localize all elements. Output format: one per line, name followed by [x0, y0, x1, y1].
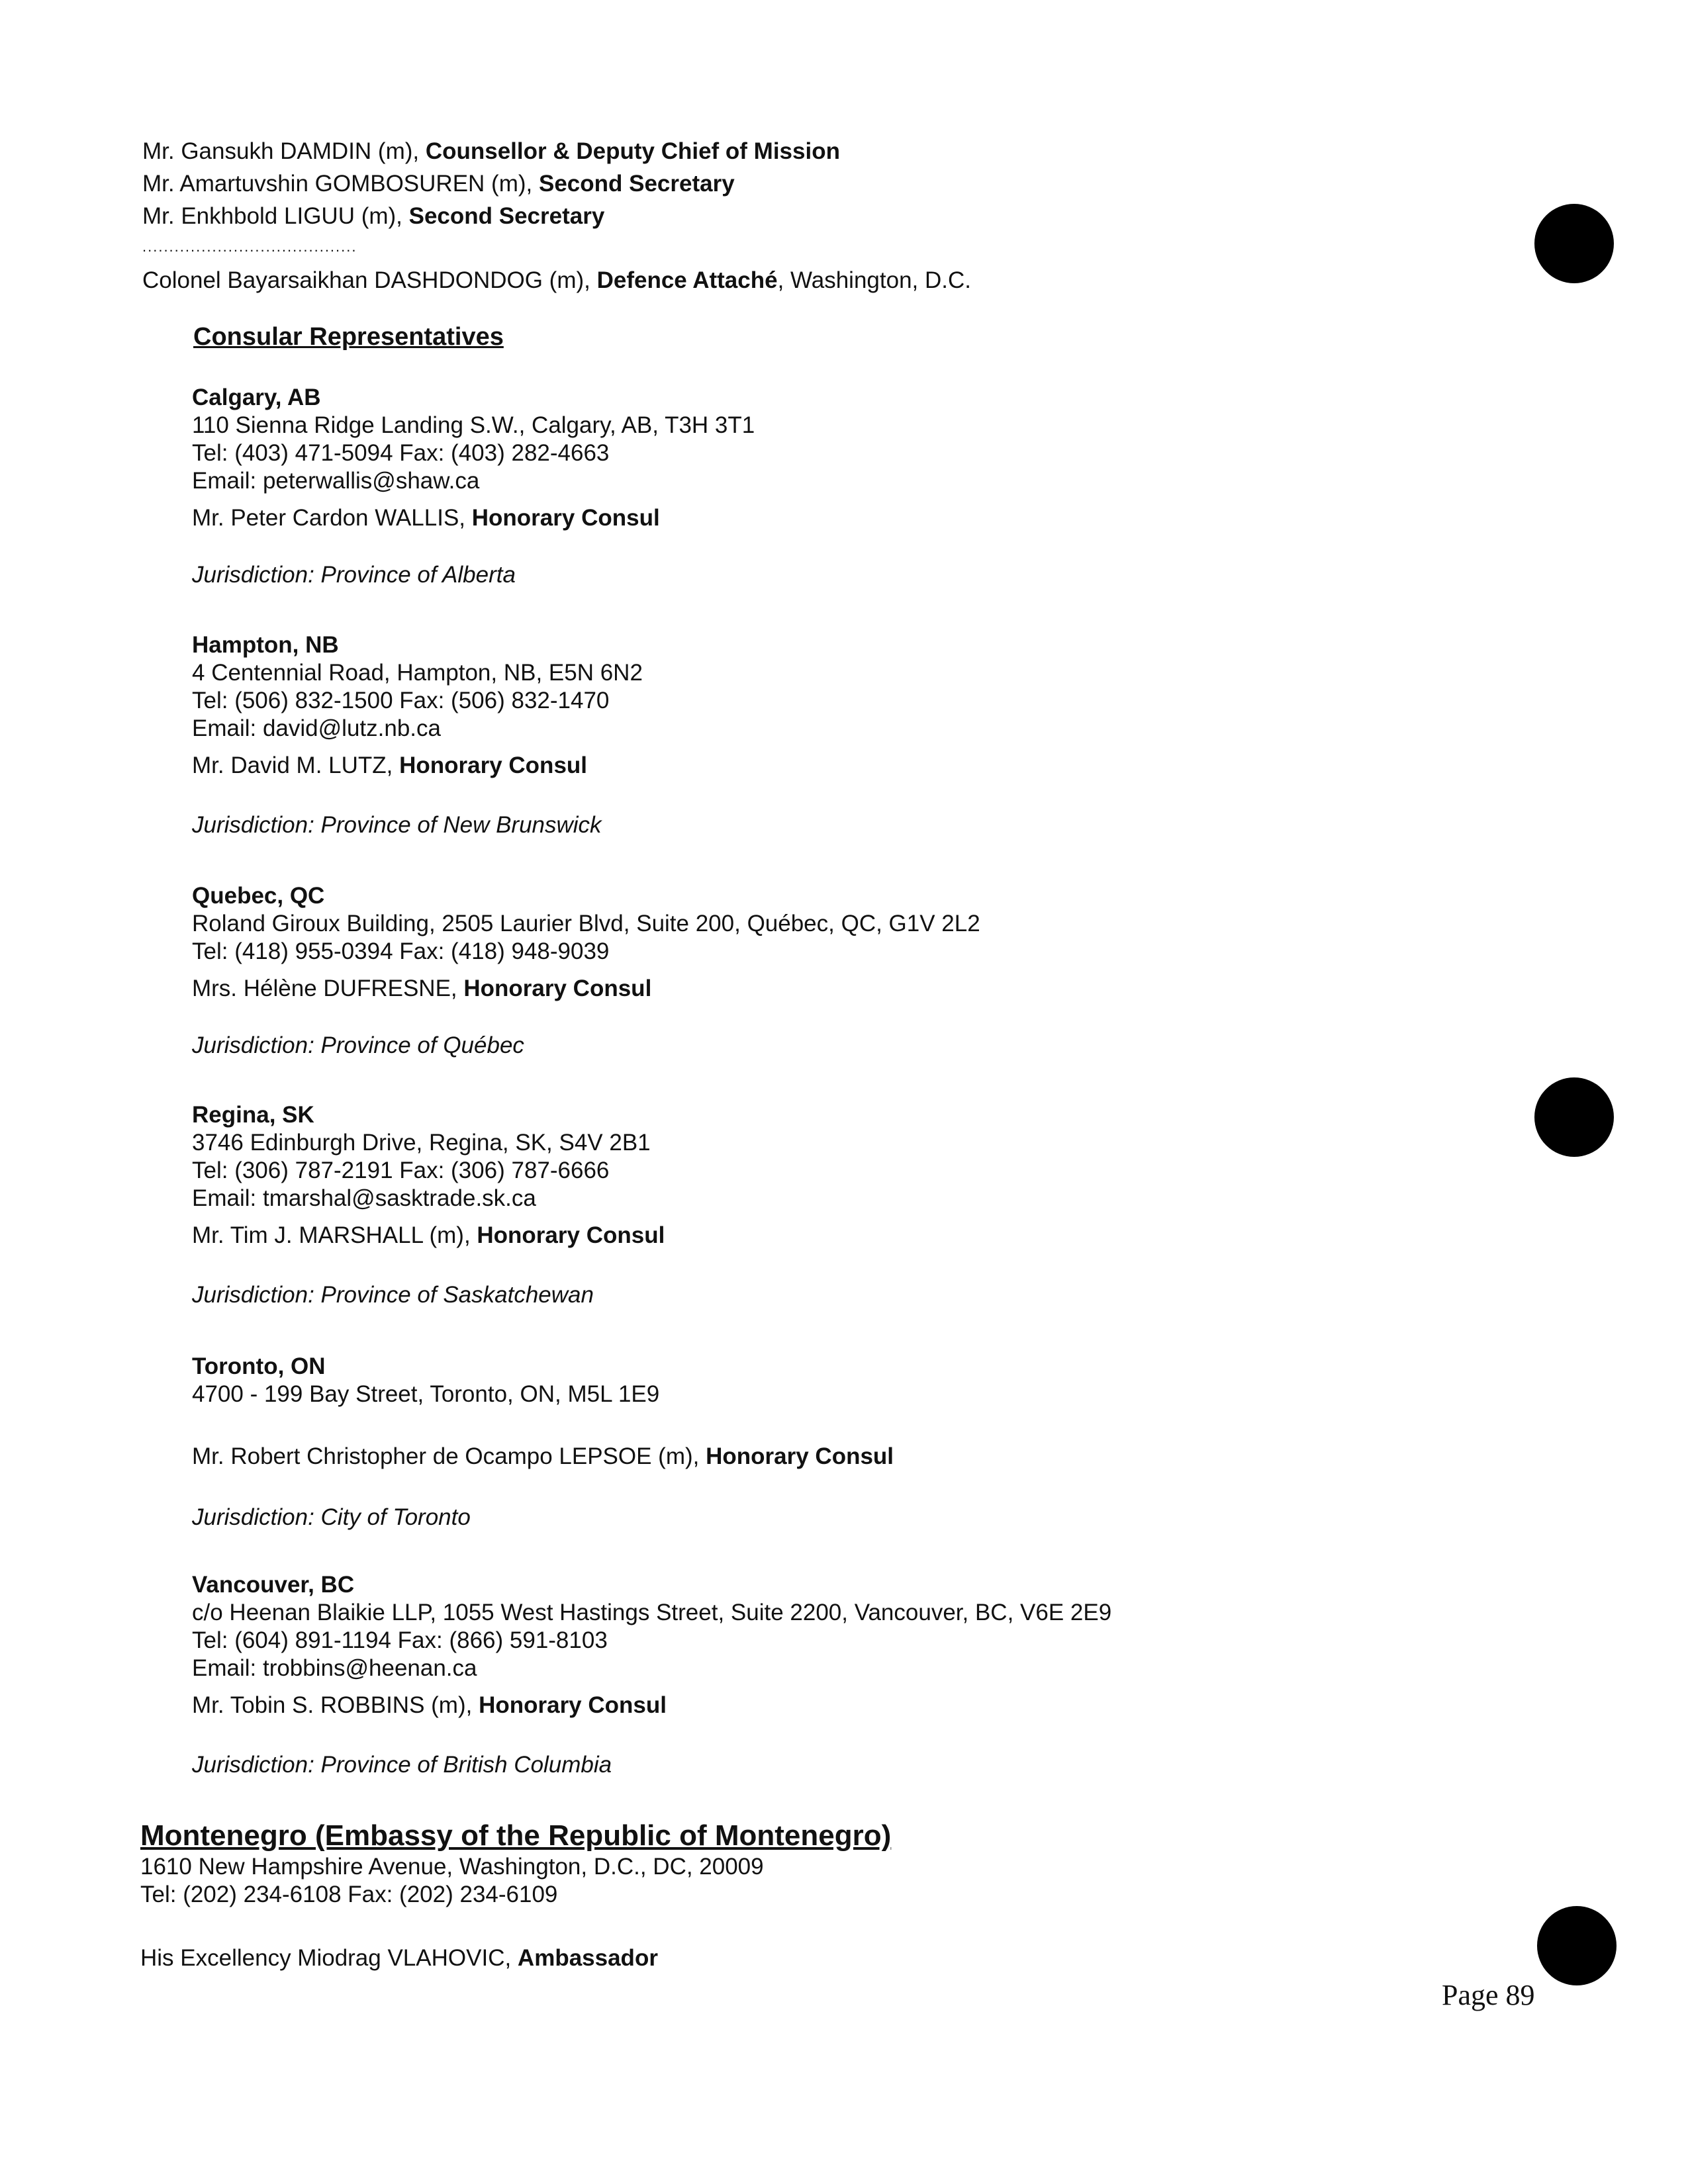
consul-line: [192, 504, 755, 532]
consulate-city: Quebec, QC: [192, 883, 325, 909]
staff-line-3: [142, 203, 604, 230]
consulate-hampton: [192, 631, 643, 839]
jurisdiction: Jurisdiction: Province of Québec: [192, 1032, 524, 1058]
consul-role: Honorary Consul: [479, 1692, 667, 1718]
consulate-city: Regina, SK: [192, 1102, 314, 1128]
staff-name: Mr. Amartuvshin GOMBOSUREN (m),: [142, 171, 539, 197]
email-line: Email: peterwallis@shaw.ca: [192, 468, 480, 494]
consul-role: Honorary Consul: [471, 505, 660, 531]
consul-name: Mr. Peter Cardon WALLIS,: [192, 505, 472, 531]
consul-name: Mrs. Hélène DUFRESNE,: [192, 976, 464, 1001]
address-line: c/o Heenan Blaikie LLP, 1055 West Hastings Street, Suite 2200, Vancouver, BC, V6E 2E9: [192, 1600, 1112, 1625]
staff-line-4: [142, 267, 971, 295]
consulate-city: Hampton, NB: [192, 632, 339, 658]
phone-line: Tel: (202) 234-6108 Fax: (202) 234-6109: [140, 1882, 558, 1907]
staff-title: Second Secretary: [538, 171, 735, 197]
staff-suffix: , Washington, D.C.: [777, 267, 971, 293]
phone-line: Tel: (604) 891-1194 Fax: (866) 591-8103: [192, 1627, 608, 1653]
consul-role: Honorary Consul: [463, 976, 652, 1001]
email-line: Email: david@lutz.nb.ca: [192, 715, 441, 741]
staff-name: Mr. Gansukh DAMDIN (m),: [142, 138, 426, 164]
page-number: Page 89: [1442, 1979, 1535, 2011]
email-line: Email: tmarshal@sasktrade.sk.ca: [192, 1185, 536, 1211]
consul-line: [192, 1222, 665, 1250]
punch-hole-middle: [1534, 1077, 1614, 1157]
staff-line-2: [142, 170, 735, 198]
consular-heading: Consular Representatives: [193, 323, 504, 351]
consul-name: Mr. Tobin S. ROBBINS (m),: [192, 1692, 479, 1718]
phone-line: Tel: (403) 471-5094 Fax: (403) 282-4663: [192, 440, 610, 466]
consul-name: Mr. Tim J. MARSHALL (m),: [192, 1222, 477, 1248]
consulate-calgary: [192, 384, 755, 589]
staff-line-1: [142, 138, 840, 165]
staff-title: Defence Attaché: [596, 267, 778, 293]
consulate-quebec: [192, 882, 980, 1060]
address-line: Roland Giroux Building, 2505 Laurier Blvd, Suite 200, Québec, QC, G1V 2L2: [192, 911, 980, 936]
consulate-vancouver: [192, 1571, 1111, 1779]
consul-name: Mr. David M. LUTZ,: [192, 752, 400, 778]
ambassador-line: [140, 1944, 891, 1972]
consul-role: Honorary Consul: [399, 752, 588, 778]
punch-hole-top: [1534, 204, 1614, 283]
address-line: 110 Sienna Ridge Landing S.W., Calgary, AB, T3H 3T1: [192, 412, 755, 438]
consul-role: Honorary Consul: [477, 1222, 665, 1248]
consulate-city: Vancouver, BC: [192, 1572, 355, 1598]
montenegro-section: [140, 1819, 891, 1972]
dotted-separator: ........................................: [142, 238, 357, 255]
consulate-regina: [192, 1101, 665, 1309]
consulate-city: Toronto, ON: [192, 1353, 326, 1379]
jurisdiction: Jurisdiction: Province of British Columbia: [192, 1752, 612, 1778]
country-heading: Montenegro (Embassy of the Republic of Montenegro): [140, 1819, 892, 1852]
consul-role: Honorary Consul: [706, 1443, 894, 1469]
staff-name: Mr. Enkhbold LIGUU (m),: [142, 203, 409, 229]
jurisdiction: Jurisdiction: Province of New Brunswick: [192, 812, 602, 838]
consul-line: [192, 1443, 894, 1471]
jurisdiction: Jurisdiction: City of Toronto: [192, 1504, 471, 1530]
staff-name: Colonel Bayarsaikhan DASHDONDOG (m),: [142, 267, 597, 293]
staff-title: Counsellor & Deputy Chief of Mission: [425, 138, 840, 164]
phone-line: Tel: (306) 787-2191 Fax: (306) 787-6666: [192, 1158, 610, 1183]
phone-line: Tel: (506) 832-1500 Fax: (506) 832-1470: [192, 688, 610, 713]
jurisdiction: Jurisdiction: Province of Saskatchewan: [192, 1282, 594, 1308]
email-line: Email: trobbins@heenan.ca: [192, 1655, 477, 1681]
consul-line: [192, 1692, 1111, 1719]
consul-name: Mr. Robert Christopher de Ocampo LEPSOE (m),: [192, 1443, 706, 1469]
ambassador-role: Ambassador: [517, 1945, 658, 1971]
jurisdiction: Jurisdiction: Province of Alberta: [192, 562, 516, 588]
consulate-toronto: [192, 1353, 894, 1531]
phone-line: Tel: (418) 955-0394 Fax: (418) 948-9039: [192, 938, 610, 964]
address-line: 3746 Edinburgh Drive, Regina, SK, S4V 2B1: [192, 1130, 651, 1156]
staff-title: Second Secretary: [408, 203, 605, 229]
address-line: 4 Centennial Road, Hampton, NB, E5N 6N2: [192, 660, 643, 686]
consul-line: [192, 752, 643, 780]
consul-line: [192, 975, 980, 1003]
consulate-city: Calgary, AB: [192, 385, 321, 410]
ambassador-name: His Excellency Miodrag VLAHOVIC,: [140, 1945, 518, 1971]
address-line: 1610 New Hampshire Avenue, Washington, D.C., DC, 20009: [140, 1854, 764, 1880]
address-line: 4700 - 199 Bay Street, Toronto, ON, M5L 1E9: [192, 1381, 660, 1407]
punch-hole-bottom: [1537, 1906, 1617, 1985]
